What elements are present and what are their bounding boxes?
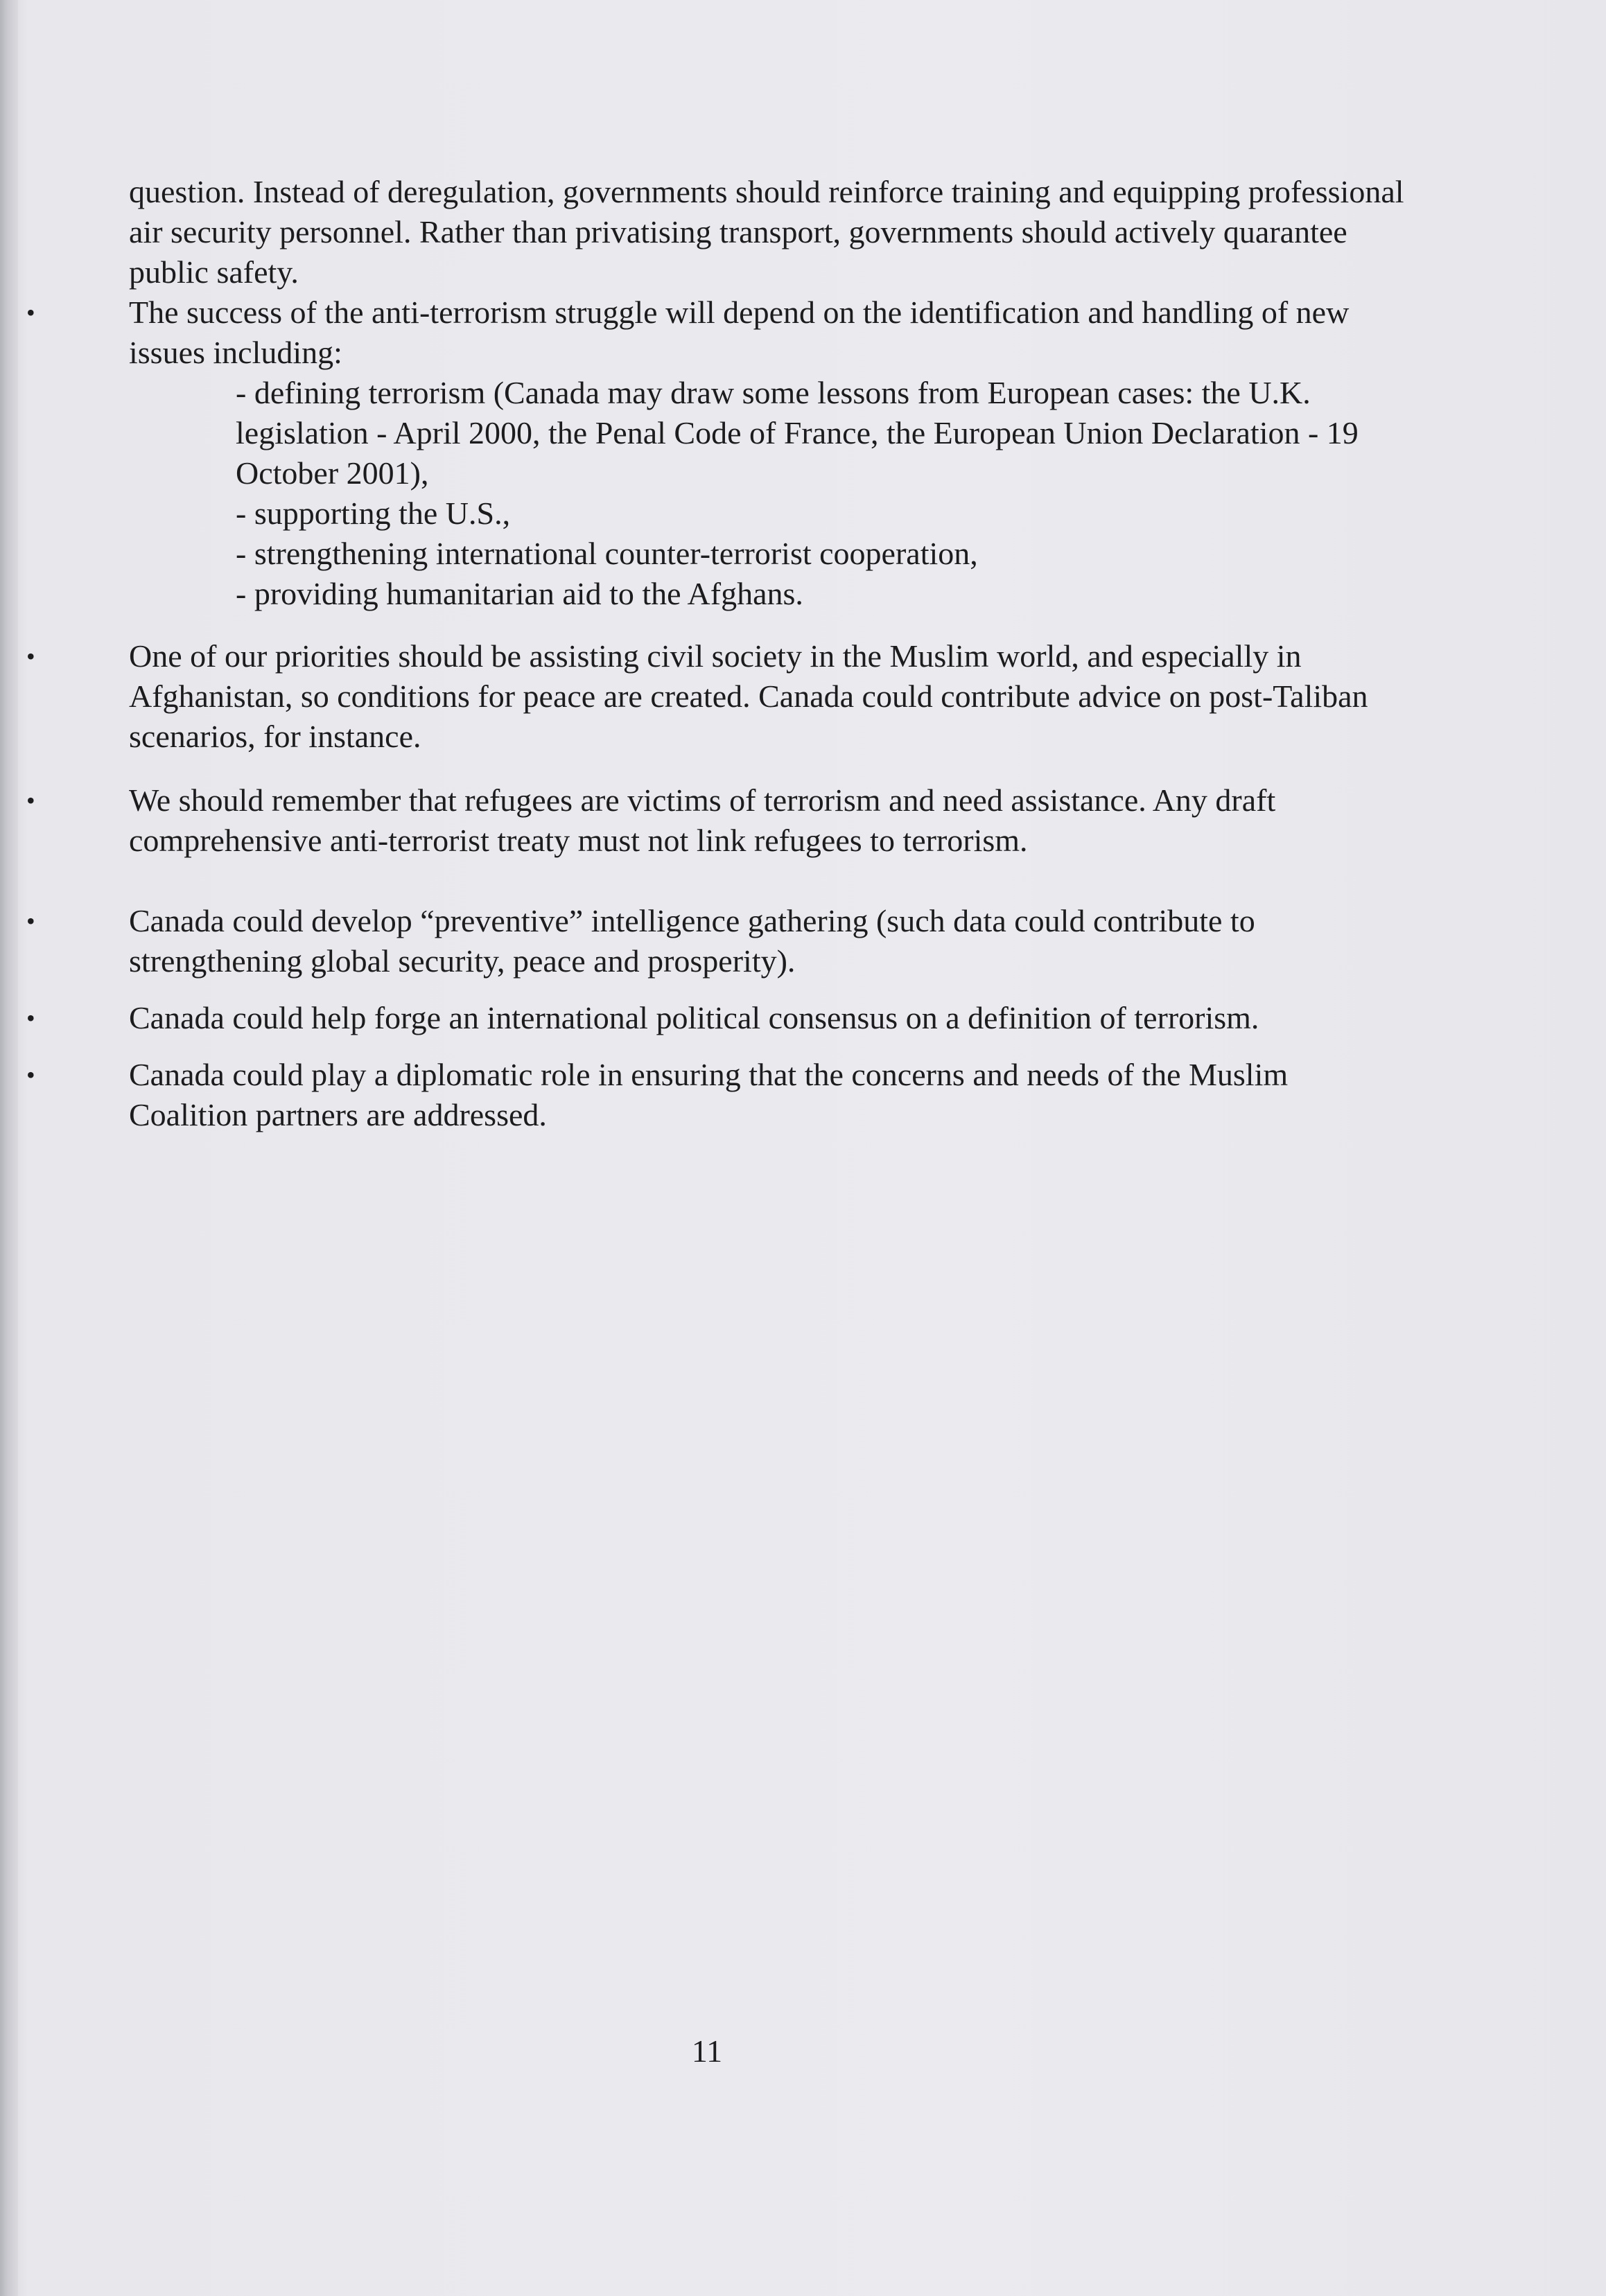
bullet-dot-icon: • [26,1061,35,1089]
sub-list-item: - strengthening international counter-terrorist cooperation, [236,536,978,571]
bullet-text: We should remember that refugees are victims of terrorism and need assistance. Any draft comprehensive anti-terrorist treaty must not link refugees to terrorism. [129,782,1276,858]
bullet-dot-icon: • [26,642,35,670]
bullet-item-intelligence [26,901,1411,981]
bullet-text: Canada could develop “preventive” intelligence gathering (such data could contribute to strengthening global security, peace and prosperity). [129,903,1255,979]
sub-list-item: - providing humanitarian aid to the Afghans. [236,576,803,611]
page-number: 11 [691,2033,723,2069]
sub-list [129,373,1411,614]
bullet-item-consensus [26,998,1411,1038]
bullet-item-issues [26,292,1411,614]
bullet-text: Canada could help forge an international political consensus on a definition of terrorism. [129,1000,1259,1035]
bullet-dot-icon: • [26,907,35,935]
sub-list-item: - supporting the U.S., [236,496,511,531]
document-body [26,172,1411,1135]
bullet-text: Canada could play a diplomatic role in ensuring that the concerns and needs of the Muslim Coalition partners are addressed. [129,1057,1289,1132]
bullet-item-diplomatic-role [26,1055,1411,1135]
bullet-dot-icon: • [26,787,35,814]
bullet-dot-icon: • [26,1004,35,1032]
intro-paragraph: question. Instead of deregulation, governments should reinforce training and equipping professional air security personnel. Rather than privatising transport, governments should actively quarantee public safety. [129,174,1404,290]
binding-edge [0,0,18,2296]
bullet-dot-icon: • [26,299,35,326]
bullet-item-civil-society [26,636,1411,757]
bullet-text: The success of the anti-terrorism struggle will depend on the identification and handling of new issues including: [129,295,1350,370]
sub-list-item: - defining terrorism (Canada may draw some lessons from European cases: the U.K. legislation - April 2000, the Penal Code of France, the European Union Declaration - 19 October 2001), [236,375,1359,491]
bullet-item-refugees [26,780,1411,861]
bullet-text: One of our priorities should be assisting civil society in the Muslim world, and especially in Afghanistan, so conditions for peace are created. Canada could contribute advice on post-Taliban scenarios, for instance. [129,638,1368,754]
